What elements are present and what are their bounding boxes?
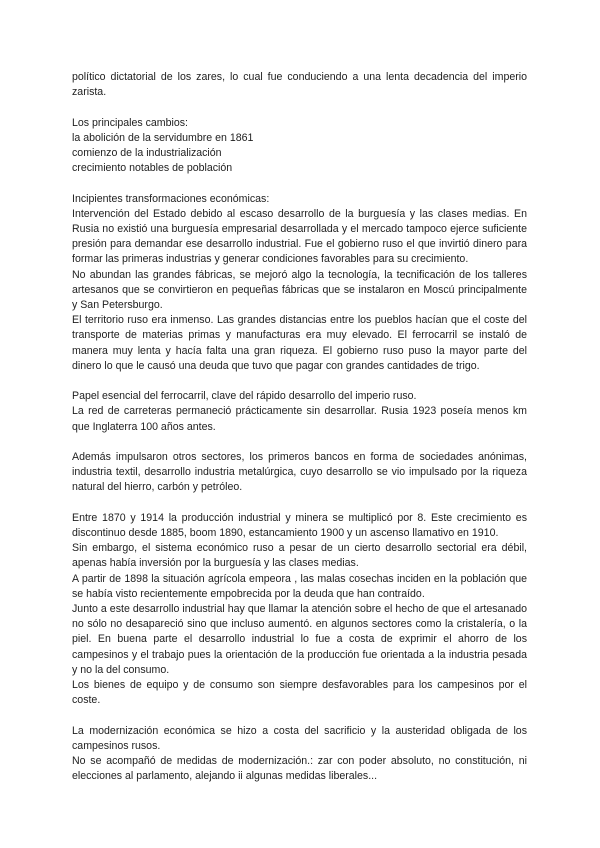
modernizacion-paragraph: La modernización económica se hizo a costa del sacrificio y la austeridad obligada de los campesinos rusos. — [72, 724, 527, 752]
cambios-item: comienzo de la industrialización — [72, 147, 222, 159]
ferrocarril-paragraph: Papel esencial del ferrocarril, clave del rápido desarrollo del imperio ruso. — [72, 390, 417, 403]
intro-section — [72, 70, 527, 100]
cambios-item: la abolición de la servidumbre en 1861 — [72, 131, 254, 144]
modernizacion-paragraph: No se acompañó de medidas de modernización.: zar con poder absoluto, no constitución, ni elecciones al parlamento, alejando ii algunas medidas liberales... — [72, 755, 527, 783]
ferrocarril-paragraph: La red de carreteras permaneció prácticamente sin desarrollar. Rusia 1923 poseía menos km que Inglaterra 100 años antes. — [72, 405, 527, 433]
incipientes-heading: Incipientes transformaciones económicas: — [72, 192, 270, 205]
produccion-section — [72, 511, 527, 709]
intro-paragraph: político dictatorial de los zares, lo cual fue conduciendo a una lenta decadencia del imperio zarista. — [72, 71, 527, 99]
incipientes-paragraph: Intervención del Estado debido al escaso desarrollo de la burguesía y las clases medias. En Rusia no existió una burguesía empresarial desarrollada y el mercado tampoco ejerce suficiente presión para demandar ese desarrollo industrial. Fue el gobierno ruso el que invirtió dinero para formar las primeras industrias y generar condiciones favorables para su crecimiento. — [72, 207, 527, 266]
incipientes-paragraph: El territorio ruso era inmenso. Las grandes distancias entre los pueblos hacían que el coste del transporte de materias primas y manufacturas era muy elevado. El ferrocarril se instaló de manera muy lenta y hacía falta una gran riqueza. El gobierno ruso puso la mayor parte del dinero lo que le causó una deuda que tuvo que pagar con grandes cantidades de trigo. — [72, 314, 527, 372]
produccion-paragraph: Entre 1870 y 1914 la producción industrial y minera se multiplicó por 8. Este crecimiento es discontinuo desde 1885, boom 1890, estancamiento 1900 y un ascenso llamativo en 1910. — [72, 511, 527, 540]
produccion-paragraph: Junto a este desarrollo industrial hay que llamar la atención sobre el hecho de que el artesanado no sólo no desapareció sino que incluso aumentó. en algunos sectores como la cristalería, o la piel. En buena parte el desarrollo industrial lo fue a costa de exprimir el ahorro de los campesinos y el trabajo pues la orientación de la producción fue orientada a la industria pesada y no la del consumo. — [72, 603, 527, 676]
cambios-section — [72, 116, 527, 177]
incipientes-section — [72, 192, 527, 374]
document-page — [72, 70, 527, 800]
produccion-paragraph: Los bienes de equipo y de consumo son siempre desfavorables para los campesinos por el coste. — [72, 679, 527, 707]
cambios-heading: Los principales cambios: — [72, 116, 188, 129]
cambios-item: crecimiento notables de población — [72, 162, 233, 175]
modernizacion-section — [72, 724, 527, 785]
produccion-paragraph: Sin embargo, el sistema económico ruso a pesar de un cierto desarrollo sectorial era débil, apenas había inversión por la burguesía y las clases medias. — [72, 542, 527, 570]
incipientes-paragraph: No abundan las grandes fábricas, se mejoró algo la tecnología, la tecnificación de los talleres artesanos que se convirtieron en pequeñas fábricas que se instalaron en Moscú principalmente y San Petersburgo. — [72, 268, 527, 312]
produccion-paragraph: A partir de 1898 la situación agrícola empeora , las malas cosechas inciden en la población que se había visto recientemente empobrecida por la deuda que han contraído. — [72, 572, 527, 600]
otros-sectores-section — [72, 450, 527, 496]
otros-sectores-paragraph: Además impulsaron otros sectores, los primeros bancos en forma de sociedades anónimas, industria textil, desarrollo industria metalúrgica, cuyo desarrollo se vio impulsado por la riqueza natural del hierro, carbón y petróleo. — [72, 451, 527, 494]
ferrocarril-section — [72, 389, 527, 435]
